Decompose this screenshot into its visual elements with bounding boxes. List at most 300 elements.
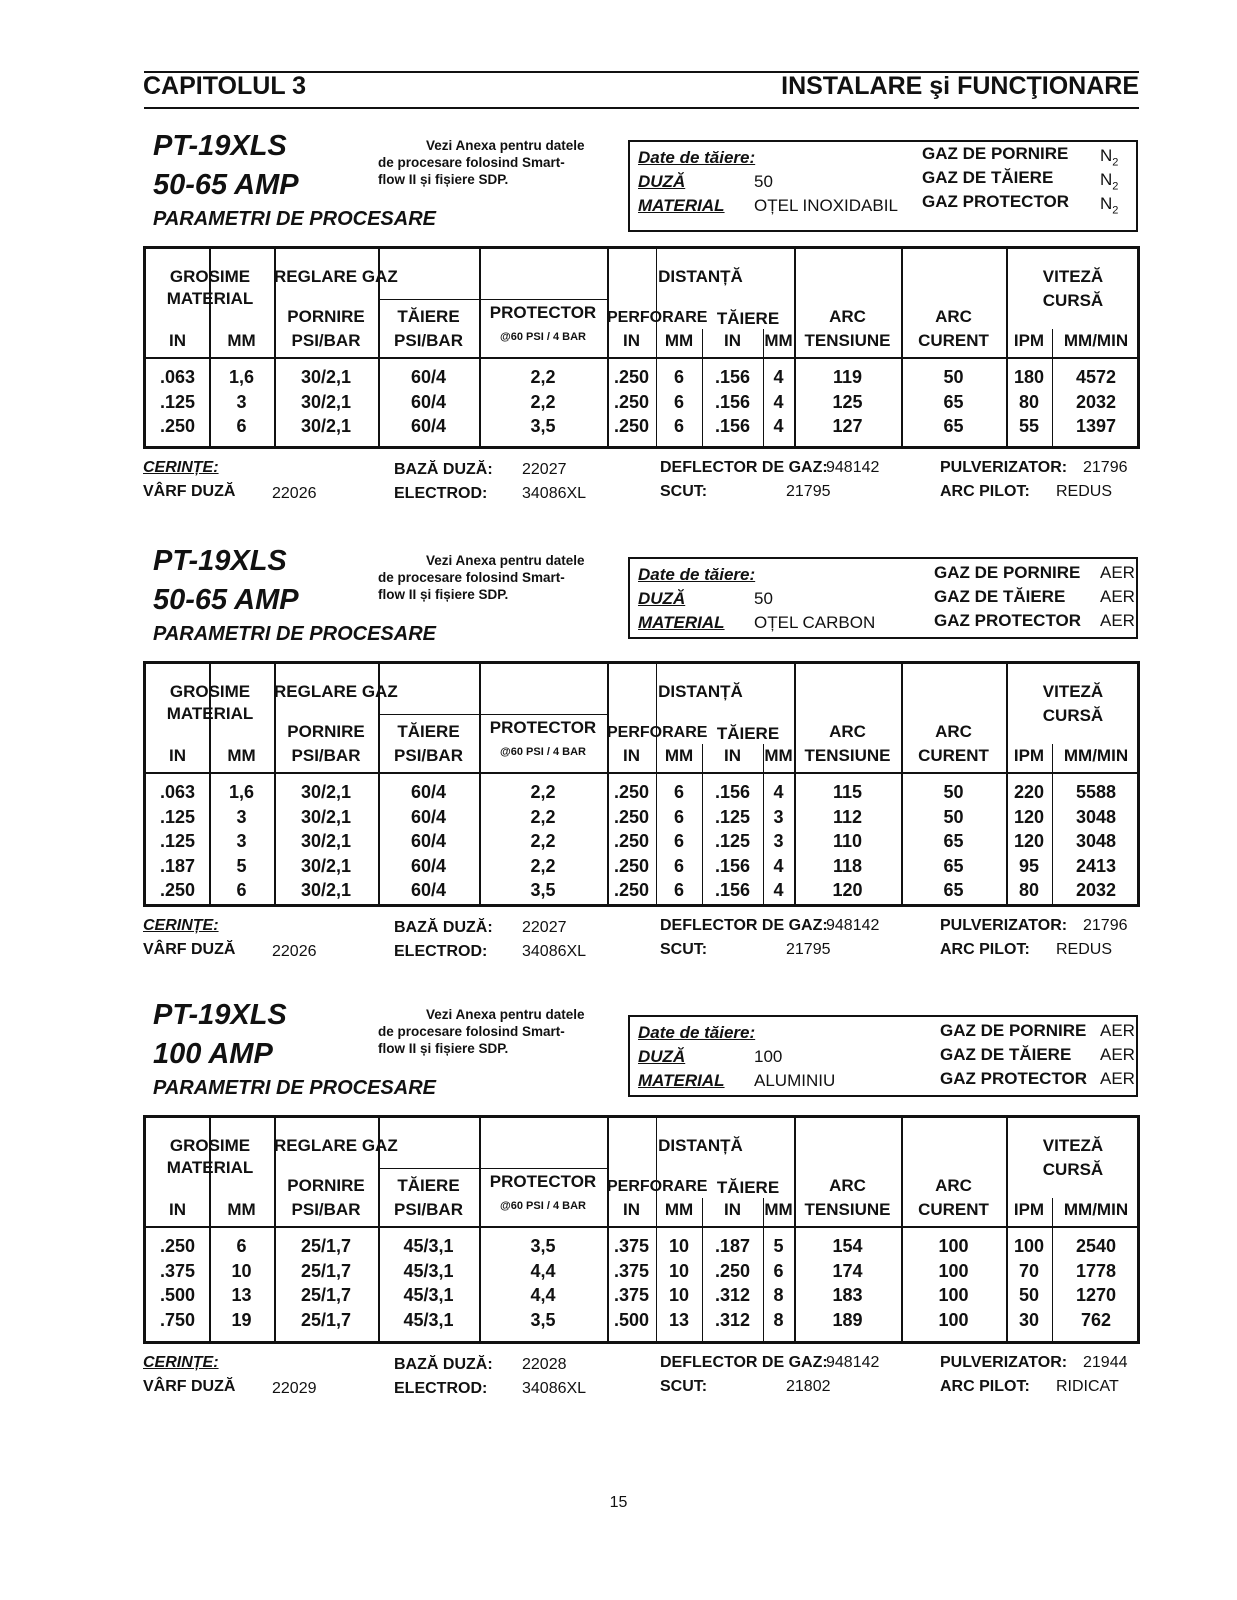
chapter-title: INSTALARE şi FUNCŢIONARE: [781, 72, 1139, 100]
table-cell: 2032: [1075, 880, 1117, 900]
requirements-label: CERINȚE:: [143, 459, 219, 476]
gas-deflector-value: 948142: [826, 1354, 880, 1371]
table-cell: 60/4: [410, 880, 447, 900]
table-cell: 45/3,1: [403, 1260, 454, 1281]
mmmin-header: MM/MIN: [1063, 331, 1129, 350]
nozzle-label: DUZĂ: [638, 589, 686, 608]
params-title: PARAMETRI DE PROCESARE: [153, 1077, 436, 1099]
table-cell: 6: [673, 880, 684, 900]
table-cell: .125: [159, 806, 196, 827]
gas-cut-label: GAZ DE TĂIERE: [934, 587, 1066, 606]
mm-header: MM: [764, 746, 793, 765]
table-cell: .156: [714, 391, 751, 412]
mmmin-header: MM/MIN: [1063, 746, 1129, 765]
arc-header: ARC: [829, 307, 866, 326]
process-table: [143, 1115, 1140, 1344]
cut-data-label: Date de tăiere:: [638, 148, 756, 167]
table-cell: 3048: [1075, 806, 1117, 827]
note-line: de procesare folosind Smart-: [378, 1024, 565, 1039]
table-cell: 10: [668, 1285, 690, 1305]
table-cell: 3,5: [530, 880, 556, 900]
gas-cut-value: [1100, 170, 1118, 192]
gas-cut-value: [1100, 587, 1135, 607]
table-cell: .187: [159, 855, 196, 876]
gas-shield-value: [1100, 1069, 1135, 1089]
column-divider: [901, 1118, 903, 1341]
arc-header: ARC: [935, 722, 972, 741]
gas-start-value: [1100, 1021, 1135, 1041]
mm-header: MM: [664, 1200, 694, 1219]
table-cell: 50: [943, 782, 964, 802]
tension-header: TENSIUNE: [804, 746, 891, 765]
amperage: 50-65 AMP: [153, 584, 299, 616]
nozzle-base-label: BAZĂ DUZĂ:: [394, 919, 493, 936]
in-header: IN: [169, 331, 186, 350]
thickness-header: GROSIME: [169, 682, 251, 701]
table-cell: 4: [773, 416, 784, 436]
subscript: 2: [1112, 180, 1119, 193]
table-cell: 10: [668, 1236, 690, 1256]
table-cell: 65: [943, 416, 964, 436]
table-cell: 125: [832, 391, 863, 412]
table-cell: 4,4: [530, 1260, 556, 1281]
table-cell: .312: [714, 1309, 751, 1330]
table-cell: 100: [938, 1285, 969, 1305]
table-cell: 3,5: [530, 1309, 556, 1330]
table-cell: 6: [673, 416, 684, 436]
table-cell: 25/1,7: [300, 1309, 352, 1330]
table-cell: .125: [159, 831, 196, 851]
gas-setting-header: REGLARE GAZ: [274, 267, 398, 286]
table-cell: 1778: [1075, 1260, 1117, 1281]
table-cell: 60/4: [410, 416, 447, 436]
distance-header: DISTANȚĂ: [658, 1136, 743, 1155]
gas-start-gas: AER: [1100, 563, 1135, 582]
table-cell: .250: [159, 880, 196, 900]
table-cell: 60/4: [410, 391, 447, 412]
pilot-arc-label: ARC PILOT:: [940, 941, 1030, 958]
table-cell: 3: [236, 831, 247, 851]
material-label: MATERIAL: [638, 196, 725, 215]
params-title: PARAMETRI DE PROCESARE: [153, 623, 436, 645]
material-value: OȚEL INOXIDABIL: [754, 196, 898, 215]
material-value: OȚEL CARBON: [754, 613, 876, 632]
speed-header: CURSĂ: [1042, 706, 1104, 725]
table-cell: 55: [1018, 416, 1040, 436]
cut-dist-header: TĂIERE: [716, 724, 780, 743]
chapter-label: CAPITOLUL 3: [143, 72, 306, 100]
table-cell: 115: [832, 782, 863, 802]
gas-setting-header: REGLARE GAZ: [274, 1136, 398, 1155]
gas-start-gas: N: [1100, 146, 1113, 165]
table-cell: 50: [1018, 1285, 1040, 1305]
table-cell: .125: [714, 831, 751, 851]
pilot-arc-label: ARC PILOT:: [940, 1378, 1030, 1395]
thickness-header: GROSIME: [169, 1136, 251, 1155]
in-header: IN: [623, 746, 640, 765]
params-title: PARAMETRI DE PROCESARE: [153, 208, 436, 230]
mm-header: MM: [227, 331, 256, 350]
table-cell: 1270: [1075, 1285, 1117, 1305]
protector-header: PROTECTOR: [489, 303, 597, 322]
electrode-value: 34086XL: [522, 485, 587, 502]
nozzle-value: 50: [754, 172, 773, 191]
pilot-arc-value: REDUS: [1056, 941, 1113, 958]
thickness-header: MATERIAL: [166, 704, 254, 723]
table-cell: .375: [613, 1285, 650, 1305]
amperage: 100 AMP: [153, 1038, 273, 1070]
nozzle-label: DUZĂ: [638, 172, 686, 191]
note-line: Vezi Anexa pentru datele: [426, 553, 585, 568]
in-header: IN: [623, 331, 640, 350]
atomizer-label: PULVERIZATOR:: [940, 459, 1068, 476]
subscript: 2: [1112, 156, 1119, 169]
gas-deflector-value: 948142: [826, 917, 880, 934]
table-cell: 25/1,7: [300, 1285, 352, 1305]
header-rule: [146, 357, 1137, 359]
table-cell: .250: [159, 416, 196, 436]
cut-dist-header: TĂIERE: [716, 1178, 780, 1197]
table-cell: 100: [938, 1260, 969, 1281]
gas-start-gas: AER: [1100, 1021, 1135, 1040]
table-cell: 3: [236, 391, 247, 412]
gas-shield-value: [1100, 194, 1118, 216]
speed-header: VITEZĂ: [1042, 1136, 1104, 1155]
table-cell: 30/2,1: [300, 806, 352, 827]
table-cell: 30/2,1: [300, 782, 352, 802]
pierce-header: PERFORARE: [607, 1178, 708, 1195]
cut-header: TĂIERE: [397, 307, 460, 326]
electrode-label: ELECTROD:: [394, 1380, 488, 1397]
subscript: 2: [1112, 204, 1119, 217]
table-cell: .187: [714, 1236, 751, 1256]
material-label: MATERIAL: [638, 1071, 725, 1090]
table-cell: 120: [1013, 806, 1045, 827]
table-cell: 6: [673, 367, 684, 387]
table-cell: .250: [613, 855, 650, 876]
table-cell: .250: [613, 806, 650, 827]
process-section: [0, 0, 1237, 502]
gas-cut-label: GAZ DE TĂIERE: [922, 168, 1054, 187]
protector-sub-header: @60 PSI / 4 BAR: [500, 331, 586, 343]
table-cell: 10: [668, 1260, 690, 1281]
speed-header: VITEZĂ: [1042, 267, 1104, 286]
note-line: flow II și fișiere SDP.: [378, 1041, 509, 1056]
psibar-header: PSI/BAR: [291, 746, 361, 765]
table-cell: 45/3,1: [403, 1309, 454, 1330]
atomizer-value: 21944: [1083, 1354, 1128, 1371]
table-cell: 65: [943, 880, 964, 900]
table-cell: 30/2,1: [300, 831, 352, 851]
table-cell: .125: [159, 391, 196, 412]
gas-deflector-label: DEFLECTOR DE GAZ:: [660, 1354, 828, 1371]
cut-header: TĂIERE: [397, 722, 460, 741]
table-cell: 174: [832, 1260, 863, 1281]
table-cell: .250: [613, 367, 650, 387]
table-cell: 3: [773, 831, 784, 851]
table-cell: 13: [231, 1285, 252, 1305]
column-divider: [794, 1118, 796, 1341]
table-cell: 127: [832, 416, 863, 436]
atomizer-label: PULVERIZATOR:: [940, 917, 1068, 934]
atomizer-label: PULVERIZATOR:: [940, 1354, 1068, 1371]
table-cell: 6: [673, 831, 684, 851]
gas-cut-label: GAZ DE TĂIERE: [940, 1045, 1072, 1064]
gas-shield-gas: N: [1100, 194, 1113, 213]
amperage: 50-65 AMP: [153, 169, 299, 201]
note-line: flow II și fișiere SDP.: [378, 587, 509, 602]
table-cell: 30/2,1: [300, 855, 352, 876]
arc-header: ARC: [829, 1176, 866, 1195]
start-header: PORNIRE: [287, 722, 365, 741]
table-cell: 154: [832, 1236, 863, 1256]
table-cell: .063: [159, 367, 196, 387]
group-rule: [378, 1168, 607, 1169]
table-cell: .250: [613, 782, 650, 802]
appendix-note: [378, 1006, 608, 1057]
table-cell: 2,2: [530, 855, 556, 876]
psibar-header: PSI/BAR: [291, 331, 361, 350]
gas-deflector-value: 948142: [826, 459, 880, 476]
table-cell: 6: [773, 1260, 784, 1281]
shield-label: SCUT:: [660, 941, 708, 958]
gas-start-label: GAZ DE PORNIRE: [934, 563, 1081, 582]
requirements-label: CERINȚE:: [143, 1354, 219, 1371]
start-header: PORNIRE: [287, 307, 365, 326]
psibar-header: PSI/BAR: [394, 331, 463, 350]
table-cell: 4: [773, 367, 784, 387]
table-cell: 45/3,1: [403, 1285, 454, 1305]
nozzle-tip-value: 22026: [272, 943, 317, 960]
table-cell: 6: [673, 391, 684, 412]
process-section: [0, 869, 1237, 1397]
gas-shield-label: GAZ PROTECTOR: [934, 611, 1082, 630]
table-cell: 2,2: [530, 782, 556, 802]
group-rule: [378, 714, 607, 715]
material-label: MATERIAL: [638, 613, 725, 632]
tension-header: TENSIUNE: [804, 1200, 891, 1219]
table-cell: 120: [832, 880, 863, 900]
protector-sub-header: @60 PSI / 4 BAR: [500, 1200, 586, 1212]
gas-deflector-label: DEFLECTOR DE GAZ:: [660, 917, 828, 934]
current-header: CURENT: [918, 331, 989, 350]
table-cell: 4: [773, 855, 784, 876]
note-line: de procesare folosind Smart-: [378, 570, 565, 585]
table-cell: .250: [613, 880, 650, 900]
table-cell: 4: [773, 391, 784, 412]
table-cell: 65: [943, 391, 964, 412]
pilot-arc-value: REDUS: [1056, 483, 1113, 500]
table-cell: 2413: [1075, 855, 1117, 876]
mm-header: MM: [764, 331, 793, 350]
gas-start-value: [1100, 563, 1135, 583]
requirements-label: CERINȚE:: [143, 917, 219, 934]
table-cell: 50: [943, 367, 964, 387]
atomizer-value: 21796: [1083, 459, 1128, 476]
protector-header: PROTECTOR: [489, 1172, 597, 1191]
gas-shield-value: [1100, 611, 1135, 631]
table-cell: .250: [159, 1236, 196, 1256]
current-header: CURENT: [918, 746, 989, 765]
table-cell: 112: [832, 806, 863, 827]
header-rule: [146, 772, 1137, 774]
table-cell: 3: [236, 806, 247, 827]
mm-header: MM: [764, 1200, 793, 1219]
table-cell: .500: [159, 1285, 196, 1305]
model-name: PT-19XLS: [153, 130, 287, 162]
table-cell: 13: [668, 1309, 690, 1330]
ipm-header: IPM: [1013, 1200, 1045, 1219]
table-cell: 3048: [1075, 831, 1117, 851]
electrode-value: 34086XL: [522, 1380, 587, 1397]
mm-header: MM: [227, 746, 256, 765]
table-cell: 60/4: [410, 782, 447, 802]
column-divider: [479, 1118, 481, 1341]
table-cell: 65: [943, 831, 964, 851]
table-cell: 183: [832, 1285, 863, 1305]
table-cell: .375: [613, 1260, 650, 1281]
table-cell: 8: [773, 1285, 784, 1305]
table-cell: 30/2,1: [300, 391, 352, 412]
model-name: PT-19XLS: [153, 545, 287, 577]
table-cell: 118: [832, 855, 863, 876]
process-section: [0, 415, 1237, 960]
note-line: Vezi Anexa pentru datele: [426, 1007, 585, 1022]
table-cell: .750: [159, 1309, 196, 1330]
table-cell: .156: [714, 855, 751, 876]
gas-cut-gas: AER: [1100, 1045, 1135, 1064]
table-cell: 2,2: [530, 367, 556, 387]
pilot-arc-label: ARC PILOT:: [940, 483, 1030, 500]
cut-dist-header: TĂIERE: [716, 309, 780, 328]
material-value: ALUMINIU: [754, 1071, 836, 1090]
shield-value: 21795: [786, 483, 831, 500]
nozzle-base-value: 22028: [522, 1356, 567, 1373]
table-cell: 1,6: [228, 782, 255, 802]
table-cell: .500: [613, 1309, 650, 1330]
group-rule: [378, 299, 607, 300]
table-cell: 120: [1013, 831, 1045, 851]
table-cell: 2,2: [530, 391, 556, 412]
table-cell: 2,2: [530, 831, 556, 851]
page-number: 15: [609, 1494, 628, 1511]
table-cell: 2,2: [530, 806, 556, 827]
cut-data-label: Date de tăiere:: [638, 1023, 756, 1042]
table-cell: 65: [943, 855, 964, 876]
thickness-header: GROSIME: [169, 267, 251, 286]
table-cell: 70: [1018, 1260, 1040, 1281]
pierce-header: PERFORARE: [607, 309, 708, 326]
protector-header: PROTECTOR: [489, 718, 597, 737]
thickness-header: MATERIAL: [166, 1158, 254, 1177]
table-cell: 119: [832, 367, 863, 387]
mm-header: MM: [664, 746, 694, 765]
nozzle-tip-label: VÂRF DUZĂ: [143, 941, 236, 958]
gas-shield-label: GAZ PROTECTOR: [922, 192, 1070, 211]
gas-cut-gas: N: [1100, 170, 1113, 189]
in-header: IN: [169, 1200, 186, 1219]
gas-start-value: [1100, 146, 1118, 168]
cut-data-box: [628, 1015, 1138, 1097]
table-cell: 3: [773, 806, 784, 827]
nozzle-label: DUZĂ: [638, 1047, 686, 1066]
note-line: Vezi Anexa pentru datele: [426, 138, 585, 153]
nozzle-tip-value: 22026: [272, 485, 317, 502]
table-cell: .156: [714, 880, 751, 900]
gas-deflector-label: DEFLECTOR DE GAZ:: [660, 459, 828, 476]
table-cell: .250: [613, 416, 650, 436]
gas-start-label: GAZ DE PORNIRE: [940, 1021, 1087, 1040]
table-cell: .156: [714, 416, 751, 436]
shield-value: 21795: [786, 941, 831, 958]
tension-header: TENSIUNE: [804, 331, 891, 350]
ipm-header: IPM: [1013, 746, 1045, 765]
table-cell: 6: [673, 806, 684, 827]
mmmin-header: MM/MIN: [1063, 1200, 1129, 1219]
electrode-label: ELECTROD:: [394, 943, 488, 960]
table-cell: 8: [773, 1309, 784, 1330]
appendix-note: [378, 137, 608, 188]
protector-sub-header: @60 PSI / 4 BAR: [500, 746, 586, 758]
speed-header: CURSĂ: [1042, 291, 1104, 310]
electrode-value: 34086XL: [522, 943, 587, 960]
mm-header: MM: [664, 331, 694, 350]
table-cell: 80: [1018, 880, 1040, 900]
distance-header: DISTANȚĂ: [658, 682, 743, 701]
speed-header: VITEZĂ: [1042, 682, 1104, 701]
psibar-header: PSI/BAR: [291, 1200, 361, 1219]
table-cell: 6: [236, 880, 247, 900]
table-cell: 25/1,7: [300, 1260, 352, 1281]
gas-start-label: GAZ DE PORNIRE: [922, 144, 1069, 163]
table-cell: 4: [773, 880, 784, 900]
table-cell: 19: [231, 1309, 252, 1330]
table-cell: 80: [1018, 391, 1040, 412]
in-header: IN: [169, 746, 186, 765]
table-cell: 50: [943, 806, 964, 827]
table-cell: 25/1,7: [300, 1236, 352, 1256]
shield-value: 21802: [786, 1378, 831, 1395]
cut-header: TĂIERE: [397, 1176, 460, 1195]
speed-header: CURSĂ: [1042, 1160, 1104, 1179]
table-cell: 6: [236, 416, 247, 436]
appendix-note: [378, 552, 608, 603]
gas-shield-gas: AER: [1100, 611, 1135, 630]
gas-cut-value: [1100, 1045, 1135, 1065]
table-cell: 5: [773, 1236, 784, 1256]
table-cell: 762: [1080, 1309, 1112, 1330]
nozzle-tip-value: 22029: [272, 1380, 317, 1397]
nozzle-base-value: 22027: [522, 919, 567, 936]
table-cell: 3,5: [530, 1236, 556, 1256]
psibar-header: PSI/BAR: [394, 746, 463, 765]
table-cell: 6: [673, 855, 684, 876]
electrode-label: ELECTROD:: [394, 485, 488, 502]
current-header: CURENT: [918, 1200, 989, 1219]
table-cell: 2540: [1075, 1236, 1117, 1256]
pilot-arc-value: RIDICAT: [1056, 1378, 1119, 1395]
table-cell: 6: [673, 782, 684, 802]
table-cell: .125: [714, 806, 751, 827]
table-cell: .063: [159, 782, 196, 802]
table-cell: 30/2,1: [300, 367, 352, 387]
nozzle-tip-label: VÂRF DUZĂ: [143, 483, 236, 500]
table-cell: .250: [613, 391, 650, 412]
note-line: flow II și fișiere SDP.: [378, 172, 509, 187]
shield-label: SCUT:: [660, 483, 708, 500]
table-cell: 60/4: [410, 831, 447, 851]
arc-header: ARC: [935, 1176, 972, 1195]
